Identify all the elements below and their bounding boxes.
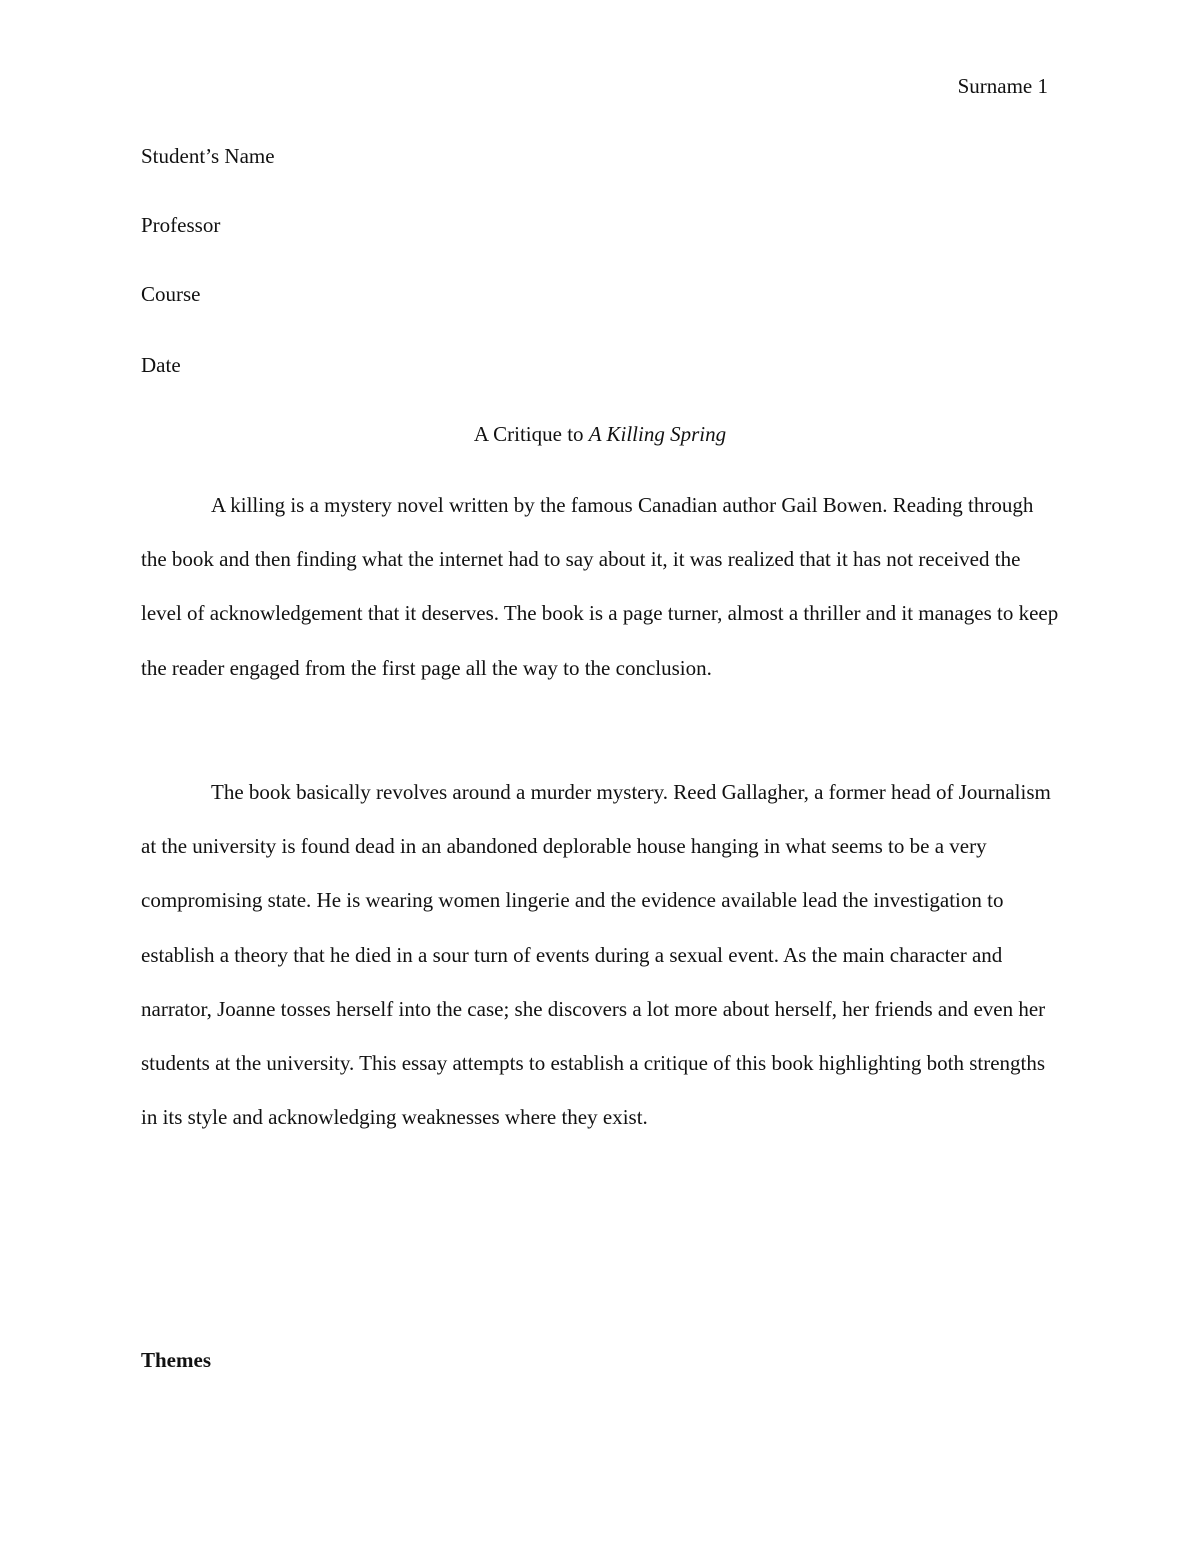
running-head: Surname 1	[957, 74, 1048, 98]
course-line: Course	[141, 282, 201, 306]
section-heading-themes: Themes	[141, 1348, 211, 1372]
professor-line: Professor	[141, 213, 221, 237]
date-line: Date	[141, 353, 181, 377]
student-name-line: Student’s Name	[141, 144, 275, 168]
paragraph-2: The book basically revolves around a murder mystery. Reed Gallagher, a former head of Journalism at the university is found dead in an abandoned deplorable house hanging in what seems to be a very compromising state. He is wearing women lingerie and the evidence available lead the investigation to establish a theory that he died in a sour turn of events during a sexual event. As the main character and narrator, Joanne tosses herself into the case; she discovers a lot more about herself, her friends and even her students at the university. This essay attempts to establish a critique of this book highlighting both strengths in its style and acknowledging weaknesses where they exist.	[141, 780, 1051, 1130]
essay-title	[0, 421, 1200, 447]
title-book-name: A Killing Spring	[588, 422, 727, 446]
paragraph-1: A killing is a mystery novel written by the famous Canadian author Gail Bowen. Reading through the book and then finding what the internet had to say about it, it was realized that it has not received the level of acknowledgement that it deserves. The book is a page turner, almost a thriller and it manages to keep the reader engaged from the first page all the way to the conclusion.	[141, 493, 1059, 680]
title-prefix: A Critique to	[473, 422, 589, 446]
